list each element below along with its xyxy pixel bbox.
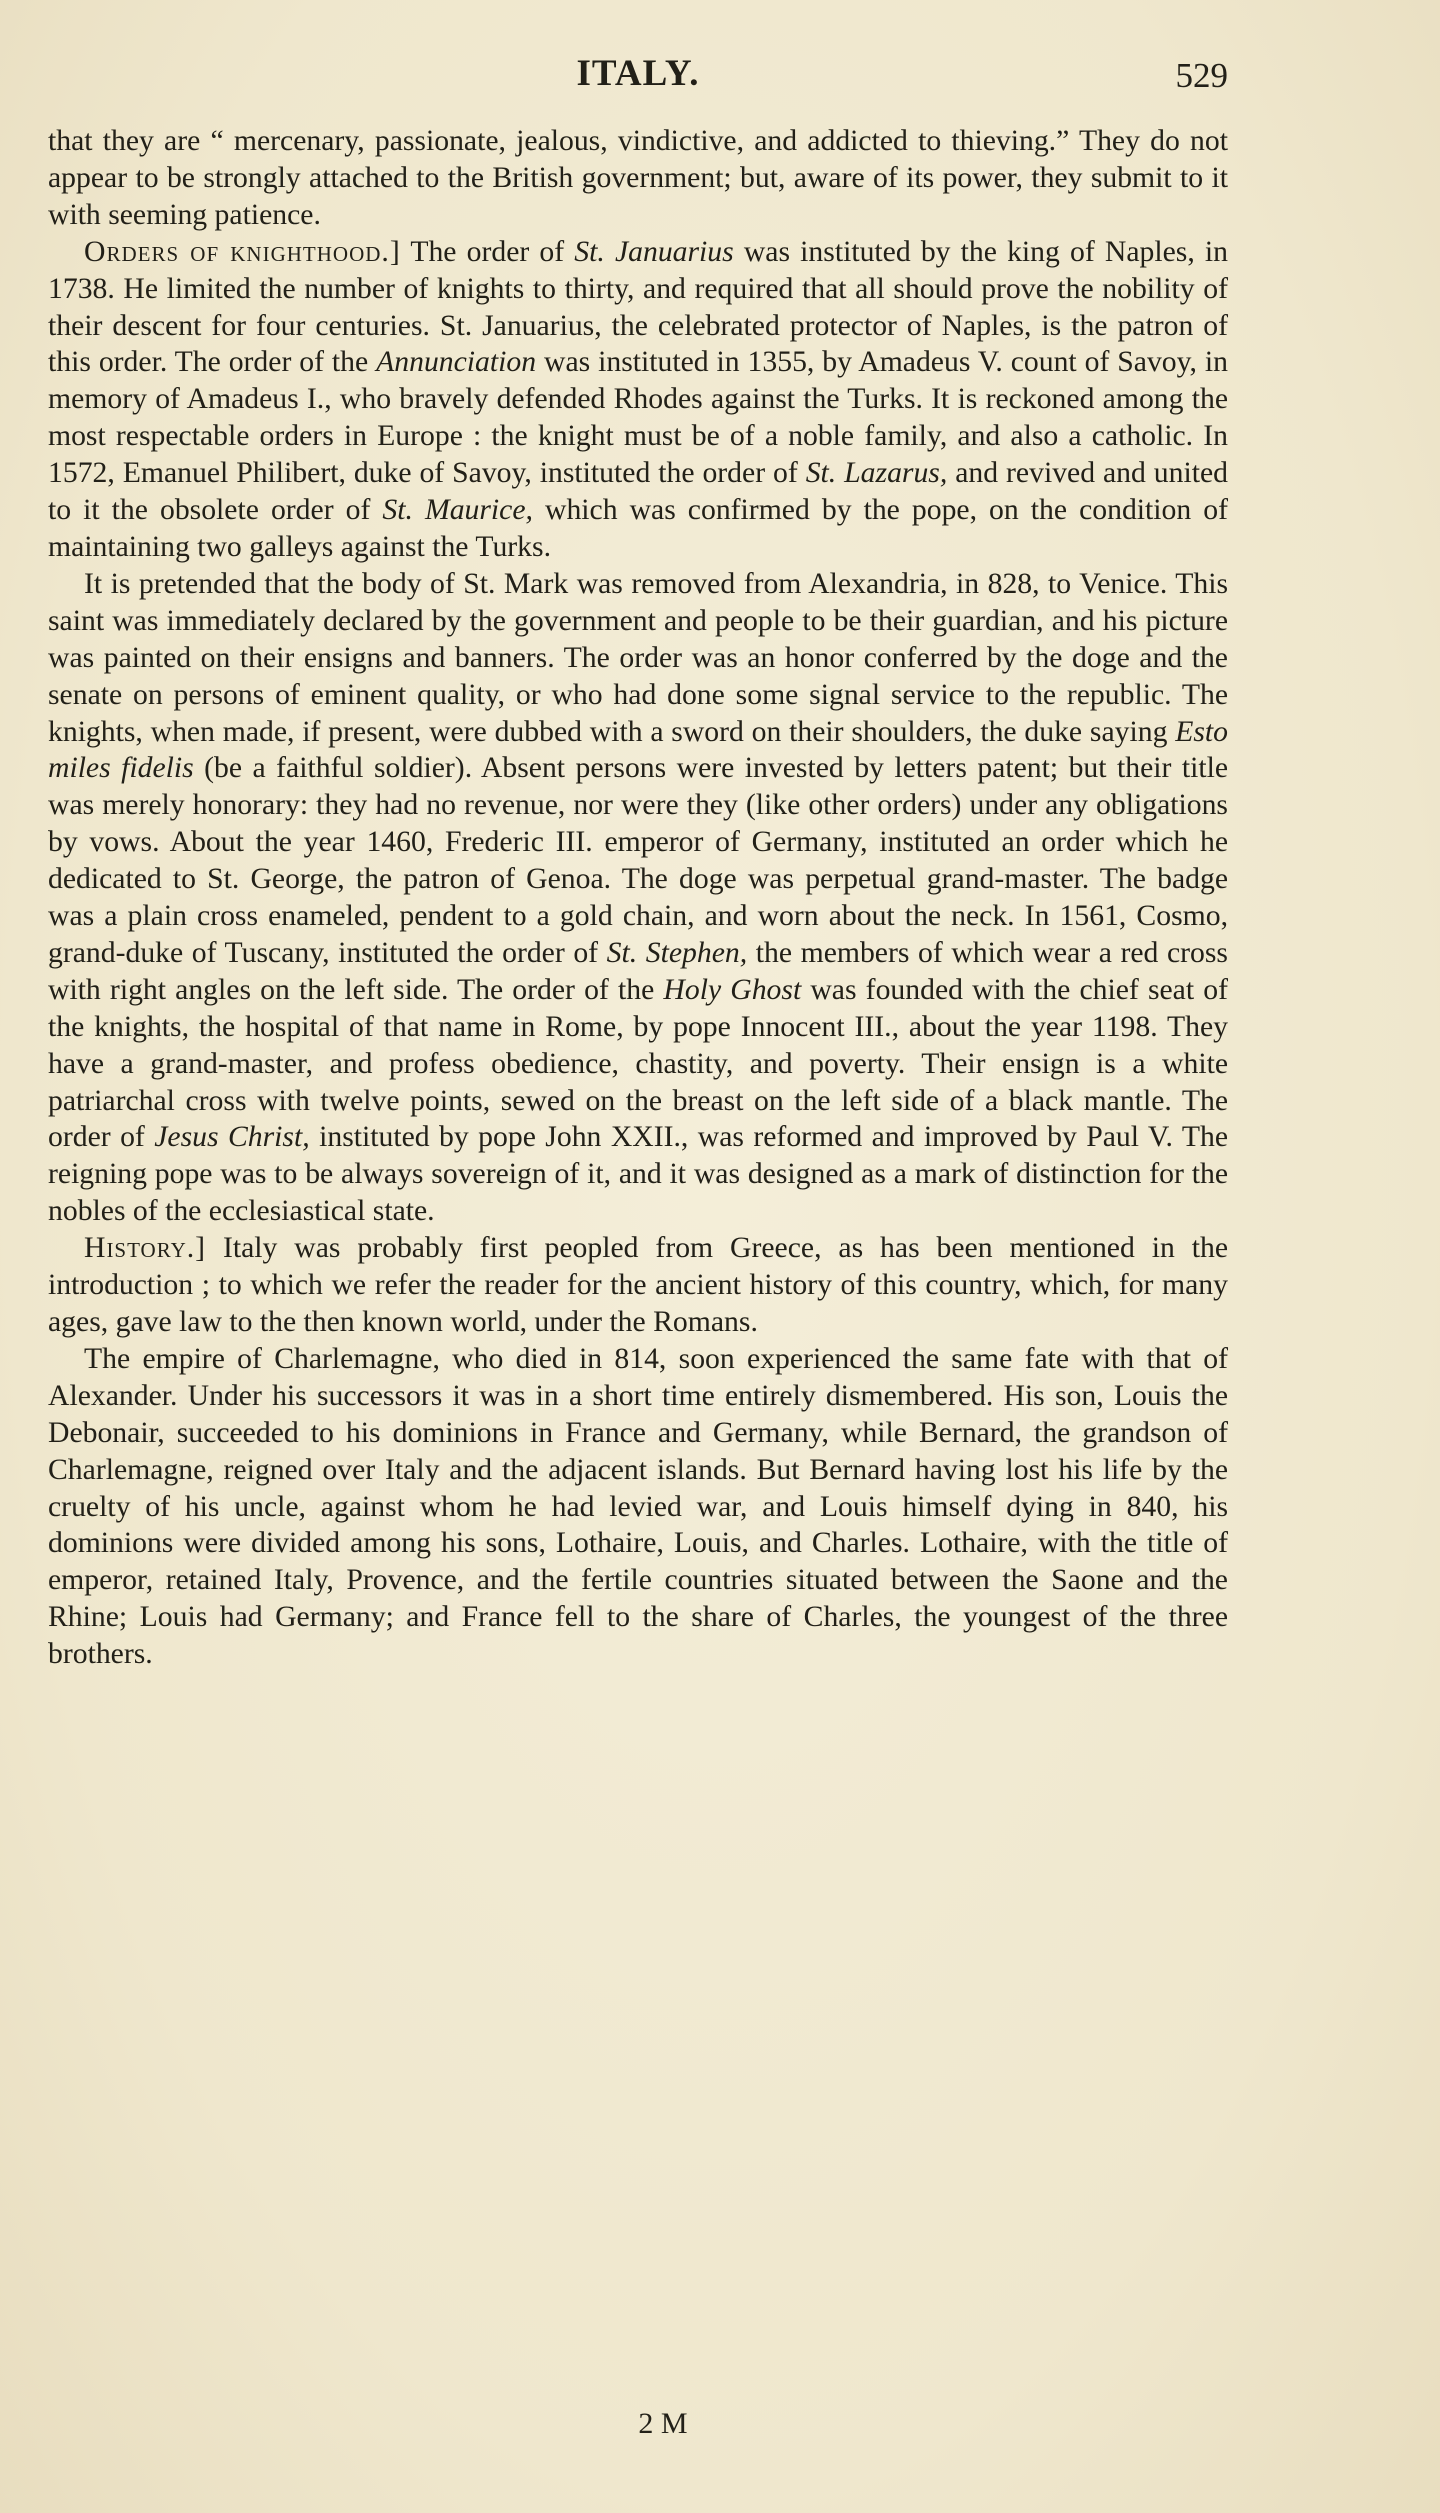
italic-order-name: St. Maurice, <box>382 494 533 527</box>
text-run: Italy was probably first peopled from Greece, as has been mentioned in the introduction ; to which we refer the reader for the ancient history of this country, which, for many ages, gave law to the then known world, under the Romans. <box>48 1232 1228 1338</box>
italic-order-name: St. Stephen, <box>606 936 748 969</box>
text-run: was founded with the chief seat of the knights, the hospital of that name in Rome, by pope Innocent III., about the year 1198. They have a grand-master, and profess obedience, chastity, and poverty. Their ensign is a white patriarchal cross with twelve points, sewed on the breast on the left side of a black mantle. The order of <box>48 973 1228 1154</box>
paragraph-orders-of-knighthood <box>48 234 1228 566</box>
text-run: the members of which wear a red cross with right angles on the left side. The order of the <box>48 936 1228 1006</box>
italic-latin-phrase: Esto miles fidelis <box>48 715 1228 785</box>
italic-order-name: Jesus Christ, <box>154 1121 310 1154</box>
paragraph-history <box>48 1230 1228 1341</box>
italic-order-name: Annunciation <box>376 346 537 379</box>
body-text <box>48 123 1228 1673</box>
text-run: and revived and united to it the obsolete order of <box>48 457 1229 527</box>
text-run: was instituted by the king of Naples, in 1738. He limited the number of knights to thirty, and required that all should prove the nobility of their descent for four centuries. St. Januarius, the celebrated protector of Naples, is the patron of this order. The order of the <box>48 235 1228 379</box>
italic-order-name: St. Januarius <box>574 235 734 268</box>
text-run: instituted by pope John XXII., was reformed and improved by Paul V. The reigning pope was to be always sovereign of it, and it was designed as a mark of distinction for the nobles of the ecclesiastical state. <box>48 1121 1228 1228</box>
page-number: 529 <box>1175 56 1228 95</box>
text-run: (be a faithful soldier). Absent persons were invested by letters patent; but their title was merely honorary: they had no revenue, nor were they (like other orders) under any obligations by vows. About the year 1460, Frederic III. emperor of Germany, instituted an order which he dedicated to St. George, the patron of Genoa. The doge was perpetual grand-master. The badge was a plain cross enameled, pendent to a gold chain, and worn about the neck. In 1561, Cosmo, grand-duke of Tuscany, instituted the order of <box>48 752 1229 969</box>
paragraph-st-mark <box>48 566 1228 1230</box>
signature-mark: 2 M <box>638 2407 688 2440</box>
italic-order-name: Holy Ghost <box>663 973 802 1006</box>
running-title: ITALY. <box>576 53 700 94</box>
page-header <box>48 52 1228 102</box>
paragraph-charlemagne: The empire of Charlemagne, who died in 814, soon experienced the same fate with that of Alexander. Under his successors it was in a short time entirely dismembered. His son, Louis the Debonair, succeeded to his dominions in France and Germany, while Bernard, the grandson of Charlemagne, reigned over Italy and the adjacent islands. But Bernard having lost his life by the cruelty of his uncle, against whom he had levied war, and Louis himself dying in 840, his dominions were divided among his sons, Lothaire, Louis, and Charles. Lothaire, with the title of emperor, retained Italy, Provence, and the fertile countries situated between the Saone and the Rhine; Louis had Germany; and France fell to the share of Charles, the youngest of the three brothers. <box>48 1342 1228 1671</box>
text-run: It is pretended that the body of St. Mark was removed from Alexandria, in 828, to Venice. This saint was immediately declared by the government and people to be their guardian, and his picture was painted on their ensigns and banners. The order was an honor conferred by the doge and the senate on persons of eminent quality, or who had done some signal service to the republic. The knights, when made, if present, were dubbed with a sword on their shoulders, the duke saying <box>48 567 1228 748</box>
italic-order-name: St. Lazarus, <box>805 457 948 490</box>
text-run: which was confirmed by the pope, on the condition of maintaining two galleys against the Turks. <box>48 494 1228 563</box>
text-run: The order of <box>400 235 575 268</box>
paragraph-continuation: that they are “ mercenary, passionate, jealous, vindictive, and addicted to thieving.” They do not appear to be strongly attached to the British government; but, aware of its power, they submit to it with seeming patience. <box>48 125 1228 231</box>
text-run: was instituted in 1355, by Amadeus V. count of Savoy, in memory of Amadeus I., who bravely defended Rhodes against the Turks. It is reckoned among the most respectable orders in Europe : the knight must be of a noble family, and also a catholic. In 1572, Emanuel Philibert, duke of Savoy, instituted the order of <box>48 346 1228 490</box>
section-heading-orders: Orders of knighthood.] <box>84 235 401 268</box>
section-heading-history: History.] <box>84 1232 207 1265</box>
